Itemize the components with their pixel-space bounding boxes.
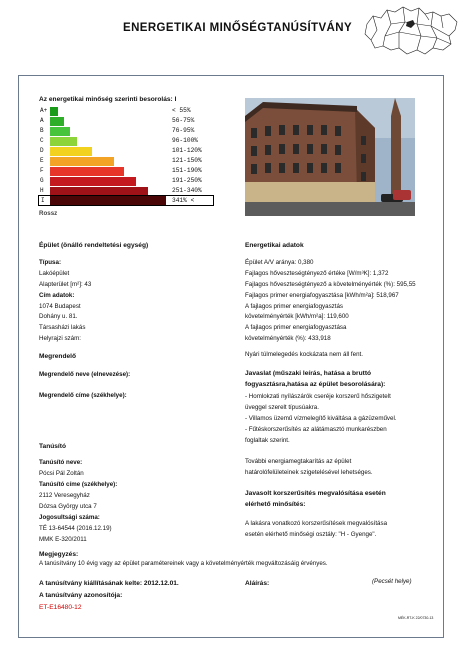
certifier-registration-label: Jogosultsági száma: bbox=[39, 514, 100, 521]
proposal-heading: fogyasztásra,hatása az épület besorolására): bbox=[245, 381, 386, 388]
class-range: 56-75% bbox=[172, 117, 195, 124]
certificate-title: ENERGETIKAI MINŐSÉGTANÚSÍTVÁNY bbox=[123, 22, 353, 34]
rating-heading: Az energetikai minőség szerinti besorolás: I bbox=[39, 96, 177, 103]
certifier-address-line: 2112 Veresegyház bbox=[39, 492, 90, 499]
building-area: Alapterület [m²]: 43 bbox=[39, 281, 92, 288]
class-range: 101-120% bbox=[172, 147, 202, 154]
building-plot-number: Helyrajzi szám: bbox=[39, 335, 81, 342]
improvement-heading: Javasolt korszerűsítés megvalósítása esetén bbox=[245, 490, 386, 497]
hungary-map-icon bbox=[363, 2, 461, 60]
class-letter: B bbox=[40, 127, 44, 134]
issue-date: A tanúsítvány kiállításának kelte: 2012.12.01. bbox=[39, 580, 179, 587]
certifier-registration-line: MMK E-320/2011 bbox=[39, 536, 87, 543]
improvement-text: A lakásra vonatkozó korszerűsítések megvalósítása bbox=[245, 520, 388, 527]
stamp-placeholder: (Pecsét helye) bbox=[372, 578, 412, 585]
certifier-address-line: Dózsa György utca 7 bbox=[39, 503, 97, 510]
class-range: 121-150% bbox=[172, 157, 202, 164]
building-heading: Épület (önálló rendeltetési egység) bbox=[39, 242, 149, 249]
rating-bar-f bbox=[50, 167, 124, 176]
class-letter: G bbox=[40, 177, 44, 184]
class-letter: A+ bbox=[40, 107, 48, 114]
rating-bar-a-plus bbox=[50, 107, 58, 116]
class-letter: I bbox=[41, 197, 45, 204]
proposal-item: foglaltak szerint. bbox=[245, 437, 290, 444]
rating-bar-a bbox=[50, 117, 64, 126]
certifier-name-value: Pócsi Pál Zoltán bbox=[39, 470, 84, 477]
class-letter: C bbox=[40, 137, 44, 144]
client-heading: Megrendelő bbox=[39, 353, 77, 360]
energy-ratio-line: követelményérték (%): 433,918 bbox=[245, 335, 331, 342]
energy-heat-loss: Fajlagos hőveszteségtényező értéke [W/m³K]: 1,372 bbox=[245, 270, 389, 277]
proposal-item: - Homlokzati nyílászárók cseréje korszerű hőszigetelt bbox=[245, 393, 391, 400]
rating-bar-g bbox=[50, 177, 136, 186]
building-type-label: Típusa: bbox=[39, 259, 62, 266]
remark-text: A tanúsítvány 10 évig vagy az épület paramétereinek vagy a követelményérték megváltozásáig érvényes. bbox=[39, 560, 328, 567]
proposal-item: - Villamos üzemű vízmelegítő kiváltása a gázüzeművel. bbox=[245, 415, 397, 422]
signature-label: Aláírás: bbox=[245, 580, 270, 587]
client-address-label: Megrendelő címe (székhelye): bbox=[39, 392, 127, 399]
certificate-header bbox=[14, 0, 448, 60]
certifier-name-label: Tanúsító neve: bbox=[39, 459, 83, 466]
class-letter: E bbox=[40, 157, 44, 164]
energy-av-ratio: Épület A/V aránya: 0,380 bbox=[245, 259, 314, 266]
class-range: < 55% bbox=[172, 107, 191, 114]
certifier-registration-line: TÉ 13-64544 (2016.12.19) bbox=[39, 525, 112, 532]
class-range: 251-340% bbox=[172, 187, 202, 194]
rating-bar-c bbox=[50, 137, 77, 146]
class-range: 341% < bbox=[172, 197, 195, 204]
rating-bar-e bbox=[50, 157, 114, 166]
energy-heading: Energetikai adatok bbox=[245, 242, 304, 249]
extra-savings-line: határolófelületeinek szigetelésével lehetséges. bbox=[245, 469, 373, 476]
class-range: 96-100% bbox=[172, 137, 198, 144]
energy-primary: Fajlagos primer energiafogyasztása [kWh/m²a]: 518,967 bbox=[245, 292, 399, 299]
energy-ratio-line: A fajlagos primer energiafogyasztása bbox=[245, 324, 347, 331]
proposal-heading: Javaslat (műszaki leírás, hatása a bruttó bbox=[245, 370, 372, 377]
class-letter: F bbox=[40, 167, 44, 174]
form-code: MÉK-RT-K 22/0730-13 bbox=[398, 616, 434, 620]
building-address-label: Cím adatok: bbox=[39, 292, 75, 299]
client-name-label: Megrendelő neve (elnevezése): bbox=[39, 371, 131, 378]
proposal-item: - Fűtéskorszerűsítés az alátámasztó munkarészben bbox=[245, 426, 387, 433]
class-letter: A bbox=[40, 117, 44, 124]
certificate-id-value: ET-E16480-12 bbox=[39, 604, 82, 611]
class-letter: H bbox=[40, 187, 44, 194]
rating-bar-d bbox=[50, 147, 92, 156]
building-address-line: Dohány u. 81. bbox=[39, 313, 78, 320]
improvement-text: esetén elérhető minőségi osztály: "H - Gyenge". bbox=[245, 531, 377, 538]
building-type-value: Lakóépület bbox=[39, 270, 70, 277]
certifier-address-label: Tanúsító címe (székhelye): bbox=[39, 481, 118, 488]
class-range: 151-190% bbox=[172, 167, 202, 174]
rating-bar-b bbox=[50, 127, 70, 136]
rating-bar-i bbox=[50, 196, 166, 205]
building-address-line: Társasházi lakás bbox=[39, 324, 86, 331]
extra-savings-line: További energiamegtakarítás az épület bbox=[245, 458, 352, 465]
proposal-item: üveggel szerelt típusúakra. bbox=[245, 404, 319, 411]
certificate-id-label: A tanúsítvány azonosítója: bbox=[39, 592, 123, 599]
energy-heat-loss-ratio: Fajlagos hőveszteségtényező a követelményérték (%): 595,55 bbox=[245, 281, 416, 288]
class-letter: D bbox=[40, 147, 44, 154]
certifier-heading: Tanúsító bbox=[39, 443, 66, 450]
building-address-line: 1074 Budapest bbox=[39, 303, 81, 310]
energy-requirement-line: követelményérték [kWh/m²a]: 119,600 bbox=[245, 313, 349, 320]
overheat-risk-note: Nyári túlmelegedés kockázata nem áll fent. bbox=[245, 351, 363, 358]
class-range: 191-250% bbox=[172, 177, 202, 184]
improvement-heading: elérhető minősítés: bbox=[245, 501, 306, 508]
energy-requirement-line: A fajlagos primer energiafogyasztás bbox=[245, 303, 344, 310]
rating-verdict: Rossz bbox=[39, 210, 58, 217]
remark-heading: Megjegyzés: bbox=[39, 551, 79, 558]
building-photo bbox=[245, 98, 415, 216]
class-range: 76-95% bbox=[172, 127, 195, 134]
